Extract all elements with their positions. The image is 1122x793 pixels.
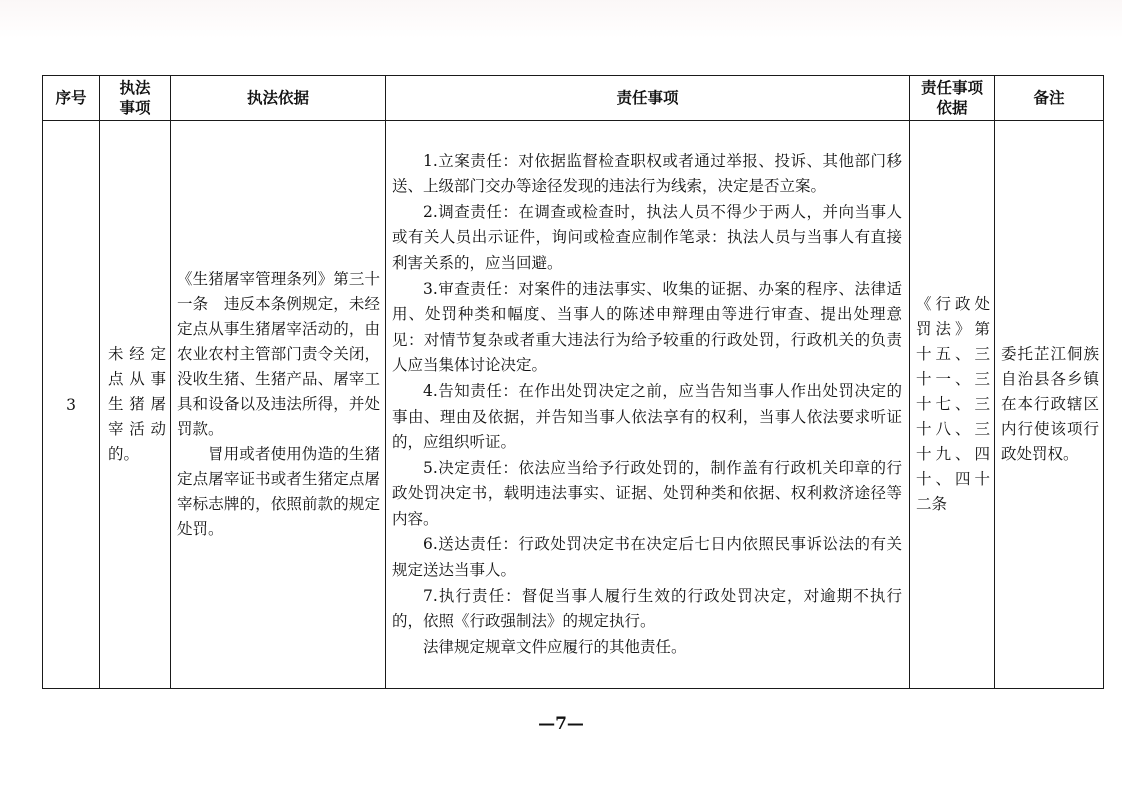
header-responsibilities: 责任事项 bbox=[386, 76, 910, 121]
basis-paragraph-1: 《生猪屠宰管理条列》第三十一条 违反本条例规定，未经定点从事生猪屠宰活动的，由农业农村主管部门责令关闭，没收生猪、生猪产品、屠宰工具和设备以及违法所得，并处罚款。 bbox=[177, 270, 380, 438]
row-remark-cell bbox=[995, 121, 1104, 689]
row-responsibilities bbox=[386, 149, 909, 661]
header-matter bbox=[100, 76, 171, 121]
row-seq-value: 3 bbox=[66, 395, 76, 414]
table-header-row bbox=[43, 76, 1104, 121]
header-seq: 序号 bbox=[43, 76, 100, 121]
row-basis-cell bbox=[171, 121, 386, 689]
responsibility-item: 6.送达责任：行政处罚决定书在决定后七日内依照民事诉讼法的有关规定送达当事人。 bbox=[392, 535, 902, 580]
page-number: —7— bbox=[538, 714, 584, 734]
responsibility-item: 4.告知责任：在作出处罚决定之前，应当告知当事人作出处罚决定的事由、理由及依据，并告知当事人依法享有的权利，当事人依法要求听证的，应组织听证。 bbox=[392, 381, 902, 452]
row-basis bbox=[171, 267, 385, 542]
header-resp-basis-line2: 依据 bbox=[936, 99, 968, 117]
responsibility-item: 7.执行责任：督促当事人履行生效的行政处罚决定，对逾期不执行的，依照《行政强制法》的规定执行。 bbox=[392, 586, 902, 631]
header-resp-basis bbox=[910, 76, 995, 121]
header-remark: 备注 bbox=[995, 76, 1104, 121]
header-resp-basis-line1: 责任事项 bbox=[920, 79, 983, 97]
row-resp-basis: 《行政处罚法》第十五、三十一、三十七、三十八、三十九、四十、四十二条 bbox=[916, 295, 990, 513]
row-responsibilities-cell bbox=[386, 121, 910, 689]
responsibility-item: 2.调查责任：在调查或检查时，执法人员不得少于两人，并向当事人或有关人员出示证件，询问或检查应制作笔录：执法人员与当事人有直接利害关系的，应当回避。 bbox=[392, 202, 902, 272]
header-basis: 执法依据 bbox=[171, 76, 386, 121]
responsibility-item: 1.立案责任：对依据监督检查职权或者通过举报、投诉、其他部门移送、上级部门交办等途径发现的违法行为线索，决定是否立案。 bbox=[392, 151, 902, 196]
row-matter: 未经定点从事生猪屠宰活动的。 bbox=[108, 345, 166, 463]
scan-shade bbox=[0, 0, 1122, 38]
row-remark: 委托芷江侗族自治县各乡镇在本行政辖区内行使该项行政处罚权。 bbox=[1001, 345, 1099, 463]
responsibility-item: 5.决定责任：依法应当给予行政处罚的，制作盖有行政机关印章的行政处罚决定书，载明违法事实、证据、处罚种类和依据、权利救济途径等内容。 bbox=[392, 458, 902, 528]
basis-paragraph-2: 冒用或者使用伪造的生猪定点屠宰证书或者生猪定点屠宰标志牌的，依照前款的规定处罚。 bbox=[177, 445, 380, 538]
row-matter-cell bbox=[100, 121, 171, 689]
responsibility-item: 3.审查责任：对案件的违法事实、收集的证据、办案的程序、法律适用、处罚种类和幅度、当事人的陈述申辩理由等进行审查、提出处理意见：对情节复杂或者重大违法行为给予较重的行政处罚，行政机关的负责人应当集体讨论决定。 bbox=[392, 279, 902, 375]
row-resp-basis-cell bbox=[910, 121, 995, 689]
header-matter-line1: 执法 bbox=[119, 79, 151, 97]
header-matter-line2: 事项 bbox=[119, 99, 151, 117]
responsibility-item: 法律规定规章文件应履行的其他责任。 bbox=[423, 637, 687, 656]
table-row bbox=[43, 121, 1104, 689]
enforcement-table bbox=[42, 75, 1104, 689]
row-seq bbox=[43, 121, 100, 689]
